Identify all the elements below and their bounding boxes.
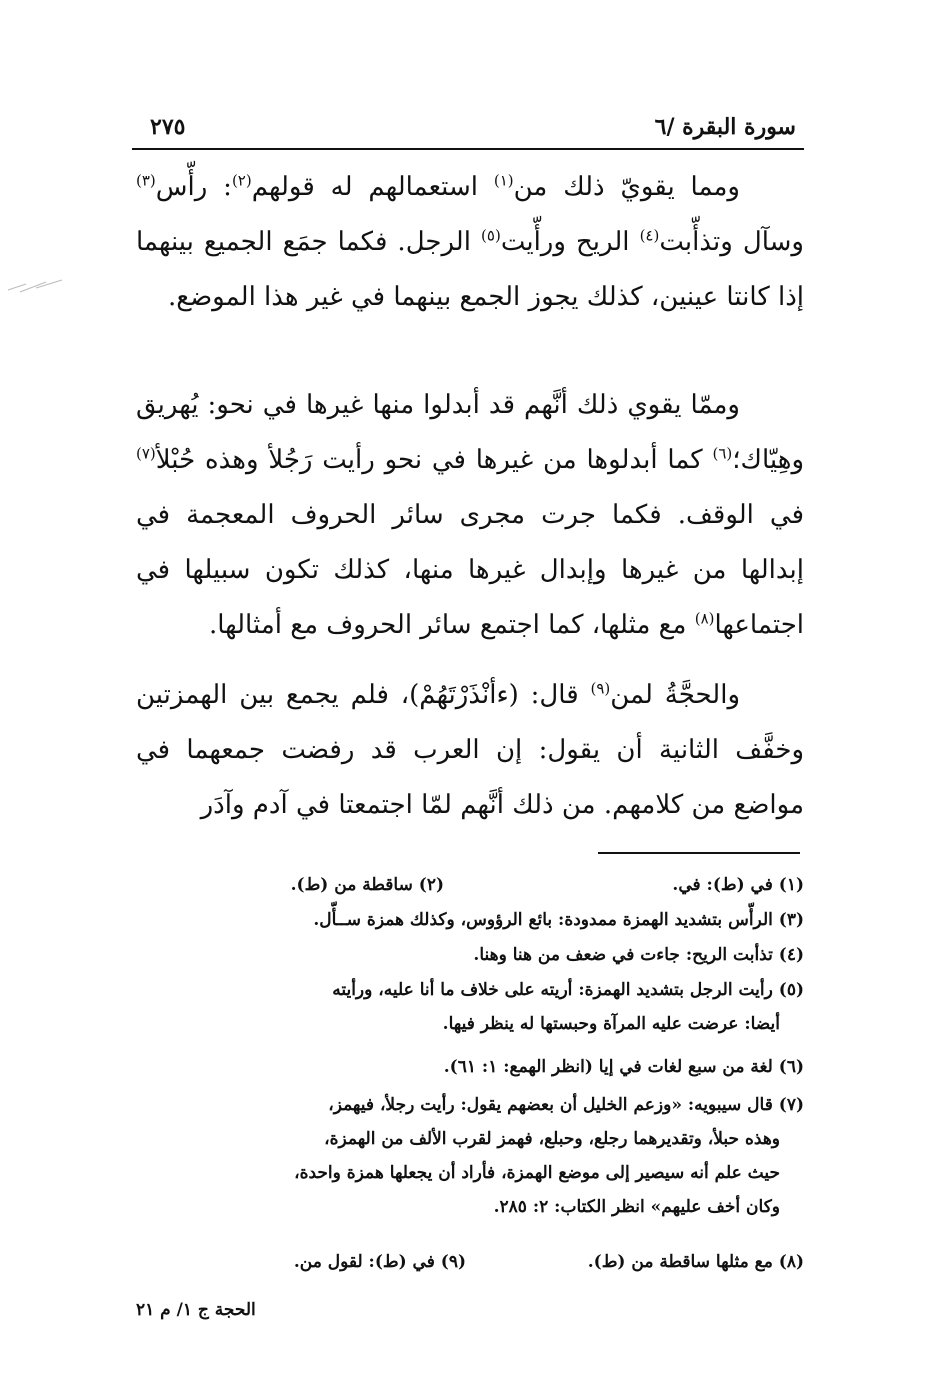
footnote-4: (٤) تذأبت الريح: جاءت في ضعف من هنا وهنا. (473, 945, 804, 965)
footnote-7-line-1: (٧) قال سيبويه: «وزعم الخليل أن بعضهم يقول: رأيت رجلأ، فيهمز، (328, 1095, 804, 1115)
footnote-5-line-1: (٥) رأيت الرجل بتشديد الهمزة: أريته على خلاف ما أنا عليه، ورأيته (332, 980, 804, 1000)
footnote-ref-4: (٤) (639, 226, 660, 245)
footnote-ref-3: (٣) (136, 171, 156, 190)
text-run: ومما يقويّ ذلك من (513, 172, 740, 202)
signature-mark: الحجة ج ١/ م ٢١ (136, 1300, 256, 1320)
footnote-6: (٦) لغة من سبع لغات في إيا (انظر الهمع: ١: ٦١). (443, 1057, 804, 1077)
footnote-separator (598, 852, 800, 854)
footnote-5-line-2: أيضا: عرضت عليه المرآة وحبستها له ينظر فيها. (442, 1014, 780, 1034)
footnote-2: (٢) ساقطة من (ط). (290, 875, 444, 895)
footnote-7-line-4: وكان أخف عليهم» انظر الكتاب: ٢: ٢٨٥. (493, 1197, 780, 1217)
text-run: قال: (ءأنْذَرْتَهُمْ)، فلم يجمع بين الهمزتين وخفَّف الثانية أن يقول: إن العرب قد رفضت جمعهما في مواضع من كلامهم. من ذلك أنَّهم لمّا اجتمعتا في آدم وآدَر (136, 680, 804, 820)
text-run: الرجل. فكما جمَع الجميع بينهما إذا كانتا عينين، كذلك يجوز الجمع بينهما في غير هذا الموضع. (136, 227, 804, 312)
footnote-9: (٩) في (ط): لقول من. (293, 1252, 466, 1272)
text-run: في الوقف. فكما جرت مجرى سائر الحروف المعجمة في إبدالها من غيرها وإبدال غيرها منها، كذلك تكون سبيلها في اجتماعها (136, 500, 804, 640)
footnote-ref-1: (١) (493, 171, 514, 190)
footnote-7-line-2: وهذه حبلأ، وتقديرهما رجلع، وحبلع، فهمز لقرب الألف من الهمزة، (324, 1129, 780, 1149)
footnote-5 (136, 973, 804, 1041)
footnote-line (136, 868, 804, 902)
page-number: ٢٧٥ (150, 114, 186, 140)
text-run: : رأّس (155, 172, 232, 202)
footnote-ref-7: (٧) (136, 444, 156, 463)
footnote-1: (١) في (ط): في. (672, 875, 804, 895)
footnote-7-line-3: حيث علم أنه سيصير إلى موضع الهمزة، فأراد أن يجعلها همزة واحدة، (294, 1163, 780, 1183)
footnote-7 (136, 1088, 804, 1224)
footnote-ref-5: (٥) (481, 226, 501, 245)
paragraph-1 (136, 160, 804, 325)
text-run: الريح ورأّيت (500, 227, 640, 257)
paragraph-3 (136, 668, 804, 833)
footnote-ref-8: (٨) (694, 609, 715, 628)
footnote-8: (٨) مع مثلها ساقطة من (ط). (587, 1252, 804, 1272)
text-run: وسآل وتذأّبت (659, 227, 804, 257)
footnote-ref-9: (٩) (590, 679, 611, 698)
footnote-line (136, 1245, 804, 1279)
text-run: والحجَّةُ لمن (610, 680, 740, 710)
footnote-ref-6: (٦) (712, 444, 733, 463)
footnote-ref-2: (٢) (231, 171, 252, 190)
footnote-3: (٣) الرأّس بتشديد الهمزة ممدودة: بائع الرؤوس، وكذلك همزة ســأّل. (313, 910, 804, 930)
text-run: كما أبدلوها من غيرها في نحو رأيت رَجُلأ وهذه حُبْلأ (155, 445, 713, 475)
text-run: استعمالهم له قولهم (251, 172, 494, 202)
paragraph-2 (136, 378, 804, 653)
text-run: مع مثلها، كما اجتمع سائر الحروف مع أمثالها. (208, 610, 695, 640)
text-run: وممّا يقوي ذلك أنَّهم قد أبدلوا منها غيرها في نحو: يُهريق وهِيّاك؛ (136, 390, 804, 475)
margin-mark (6, 270, 66, 298)
page-header (132, 108, 804, 150)
surah-title: سورة البقرة /٦ (654, 114, 796, 140)
header-rule (132, 148, 804, 150)
